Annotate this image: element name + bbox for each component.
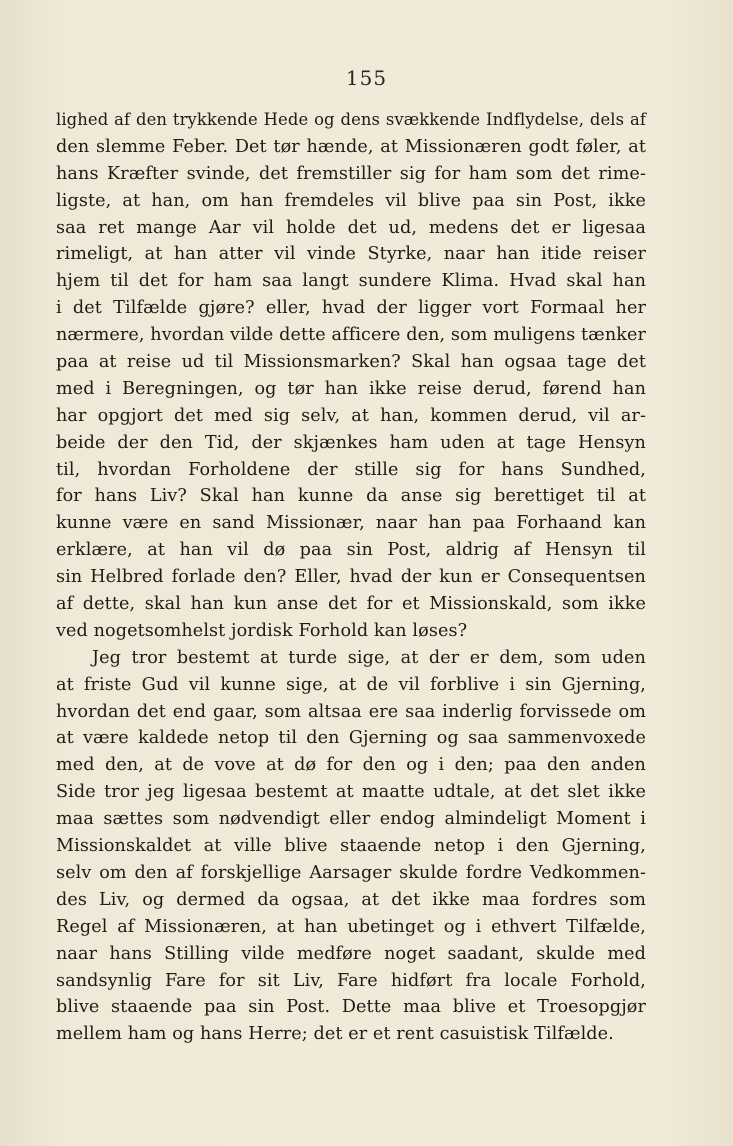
text-line: nærmere, hvordan vilde dette afficere den, som muligens tænker [56,325,647,346]
text-line: lighed af den trykkende Hede og dens svækkende Indflydelse, dels af [56,110,646,129]
paragraph-1 [56,107,646,645]
text-line: saa ret mange Aar vil holde det ud, medens det er ligesaa [56,217,646,238]
text-line: sandsynlig Fare for sit Liv, Fare hidført fra locale Forhold, [56,970,646,991]
text-line: hans Kræfter svinde, det fremstiller sig for ham som det rime- [56,163,646,184]
text-line: beide der den Tid, der skjænkes ham uden at tage Hensyn [56,432,646,453]
text-line: sin Helbred forlade den? Eller, hvad der kun er Consequentsen [56,567,646,588]
text-line: i det Tilfælde gjøre? eller, hvad der ligger vort Formaal her [56,298,646,319]
text-line: blive staaende paa sin Post. Dette maa blive et Troesopgjør [56,997,646,1018]
text-line: hjem til det for ham saa langt sundere Klima. Hvad skal han [56,271,646,292]
text-line: den slemme Feber. Det tør hænde, at Missionæren godt føler, at [56,136,646,157]
text-line: har opgjort det med sig selv, at han, kommen derud, vil ar- [56,405,646,426]
text-line: for hans Liv? Skal han kunne da anse sig berettiget til at [56,486,646,507]
page-number: 155 [345,66,388,90]
paragraph-2 [56,645,646,1048]
text-line: hvordan det end gaar, som altsaa ere saa inderlig forvissede om [56,701,646,722]
text-line: Regel af Missionæren, at han ubetinget og i ethvert Tilfælde, [56,916,646,937]
text-line: at friste Gud vil kunne sige, at de vil forblive i sin Gjerning, [56,674,646,695]
text-line: af dette, skal han kun anse det for et Missionskald, som ikke [56,594,646,615]
text-line: kunne være en sand Missionær, naar han paa Forhaand kan [56,513,646,534]
text-line: naar hans Stilling vilde medføre noget saadant, skulde med [56,943,646,964]
text-line: med i Beregningen, og tør han ikke reise derud, førend han [56,378,646,399]
text-line: med den, at de vove at dø for den og i den; paa den anden [56,755,646,776]
text-line: Missionskaldet at ville blive staaende netop i den Gjerning, [56,836,646,857]
text-line: Jeg tror bestemt at turde sige, at der er dem, som uden [92,647,646,668]
text-line: selv om den af forskjellige Aarsager skulde fordre Vedkommen- [56,862,646,883]
text-line: rimeligt, at han atter vil vinde Styrke, naar han itide reiser [56,244,646,265]
text-line: maa sættes som nødvendigt eller endog almindeligt Moment i [56,809,646,830]
text-line: des Liv, og dermed da ogsaa, at det ikke maa fordres som [56,889,646,910]
text-line: mellem ham og hans Herre; det er et rent casuistisk Tilfælde. [56,1024,614,1045]
body-text [56,107,646,1048]
text-line: ved nogetsomhelst jordisk Forhold kan løses? [56,620,468,641]
text-line: ligste, at han, om han fremdeles vil blive paa sin Post, ikke [56,190,646,211]
text-line: Side tror jeg ligesaa bestemt at maatte udtale, at det slet ikke [56,782,646,803]
text-line: erklære, at han vil dø paa sin Post, aldrig af Hensyn til [56,540,646,561]
text-line: paa at reise ud til Missionsmarken? Skal han ogsaa tage det [56,352,646,373]
text-line: at være kaldede netop til den Gjerning og saa sammenvoxede [56,728,646,749]
text-line: til, hvordan Forholdene der stille sig for hans Sundhed, [56,459,646,480]
